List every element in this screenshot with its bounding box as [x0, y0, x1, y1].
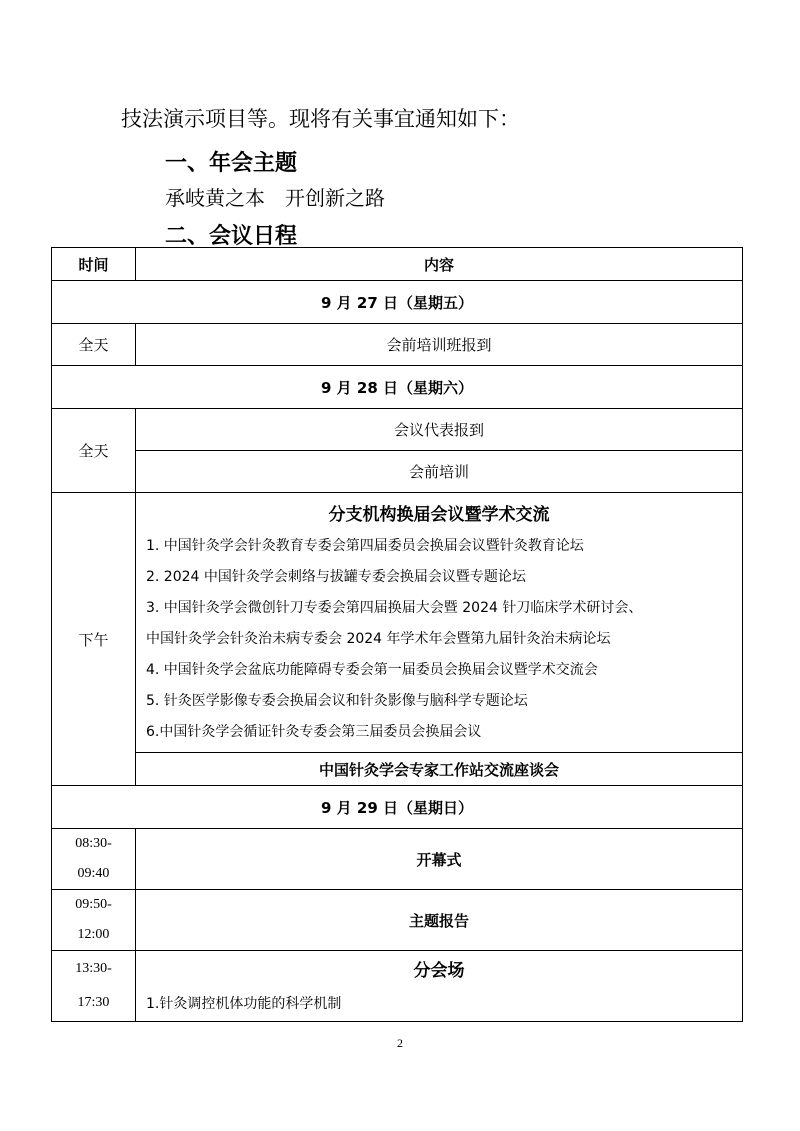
- section-heading-schedule: 二、会议日程: [165, 224, 298, 249]
- day-row: [52, 786, 743, 829]
- table-row: [52, 829, 743, 890]
- day-row: [52, 366, 743, 409]
- time-start: 13:30-: [75, 961, 112, 976]
- time-end: 12:00: [77, 927, 110, 942]
- time-cell: 下午: [52, 493, 136, 786]
- theme-text: 承岐黄之本 开创新之路: [165, 186, 385, 210]
- content-cell: 会前培训班报到: [136, 324, 743, 366]
- list-item: 1. 中国针灸学会针灸教育专委会第四届委员会换届会议暨针灸教育论坛: [146, 538, 584, 554]
- table-row: [52, 951, 743, 1022]
- time-cell: [52, 829, 136, 890]
- time-cell: [52, 890, 136, 951]
- table-row: [52, 493, 743, 753]
- intro-text: 技法演示项目等。现将有关事宜通知如下：: [121, 107, 520, 131]
- list-item: 6.中国针灸学会循证针灸专委会第三届委员会换届会议: [146, 724, 482, 740]
- list-item: 3. 中国针灸学会微创针刀专委会第四届换届大会暨 2024 针刀临床学术研讨会、: [146, 600, 643, 616]
- table-row: [52, 324, 743, 366]
- schedule-table: [51, 247, 743, 1022]
- list-item: 中国针灸学会针灸治未病专委会 2024 年学术年会暨第九届针灸治未病论坛: [146, 631, 611, 647]
- time-end: 17:30: [77, 995, 110, 1010]
- time-start: 09:50-: [75, 897, 112, 912]
- day-label: 9 月 27 日（星期五）: [52, 281, 743, 324]
- day-row: [52, 281, 743, 324]
- list-item: 4. 中国针灸学会盆底功能障碍专委会第一届委员会换届会议暨学术交流会: [146, 662, 598, 678]
- list-item: 2. 2024 中国针灸学会刺络与拔罐专委会换届会议暨专题论坛: [146, 569, 526, 585]
- session-title: 分会场: [413, 961, 465, 981]
- content-cell: 中国针灸学会专家工作站交流座谈会: [136, 753, 743, 786]
- time-cell: [52, 951, 136, 1022]
- time-end: 09:40: [77, 866, 110, 881]
- content-cell: 会议代表报到: [136, 409, 743, 451]
- table-row: [52, 753, 743, 786]
- content-cell: [136, 951, 743, 1022]
- content-cell: 开幕式: [136, 829, 743, 890]
- section-heading-theme: 一、年会主题: [165, 151, 298, 176]
- content-cell: 会前培训: [136, 451, 743, 493]
- table-header-row: [52, 248, 743, 281]
- time-cell: 全天: [52, 409, 136, 493]
- list-item: 5. 针灸医学影像专委会换届会议和针灸影像与脑科学专题论坛: [146, 693, 528, 709]
- table-row: [52, 409, 743, 451]
- day-label: 9 月 29 日（星期日）: [52, 786, 743, 829]
- table-row: [52, 890, 743, 951]
- table-row: [52, 451, 743, 493]
- content-cell: 主题报告: [136, 890, 743, 951]
- header-time: 时间: [52, 248, 136, 281]
- time-start: 08:30-: [75, 836, 112, 851]
- header-content: 内容: [136, 248, 743, 281]
- page-number: 2: [397, 1036, 403, 1050]
- time-cell: 全天: [52, 324, 136, 366]
- day-label: 9 月 28 日（星期六）: [52, 366, 743, 409]
- content-cell: [136, 493, 743, 753]
- session-title: 分支机构换届会议暨学术交流: [328, 505, 550, 525]
- list-item: 1.针灸调控机体功能的科学机制: [146, 996, 342, 1012]
